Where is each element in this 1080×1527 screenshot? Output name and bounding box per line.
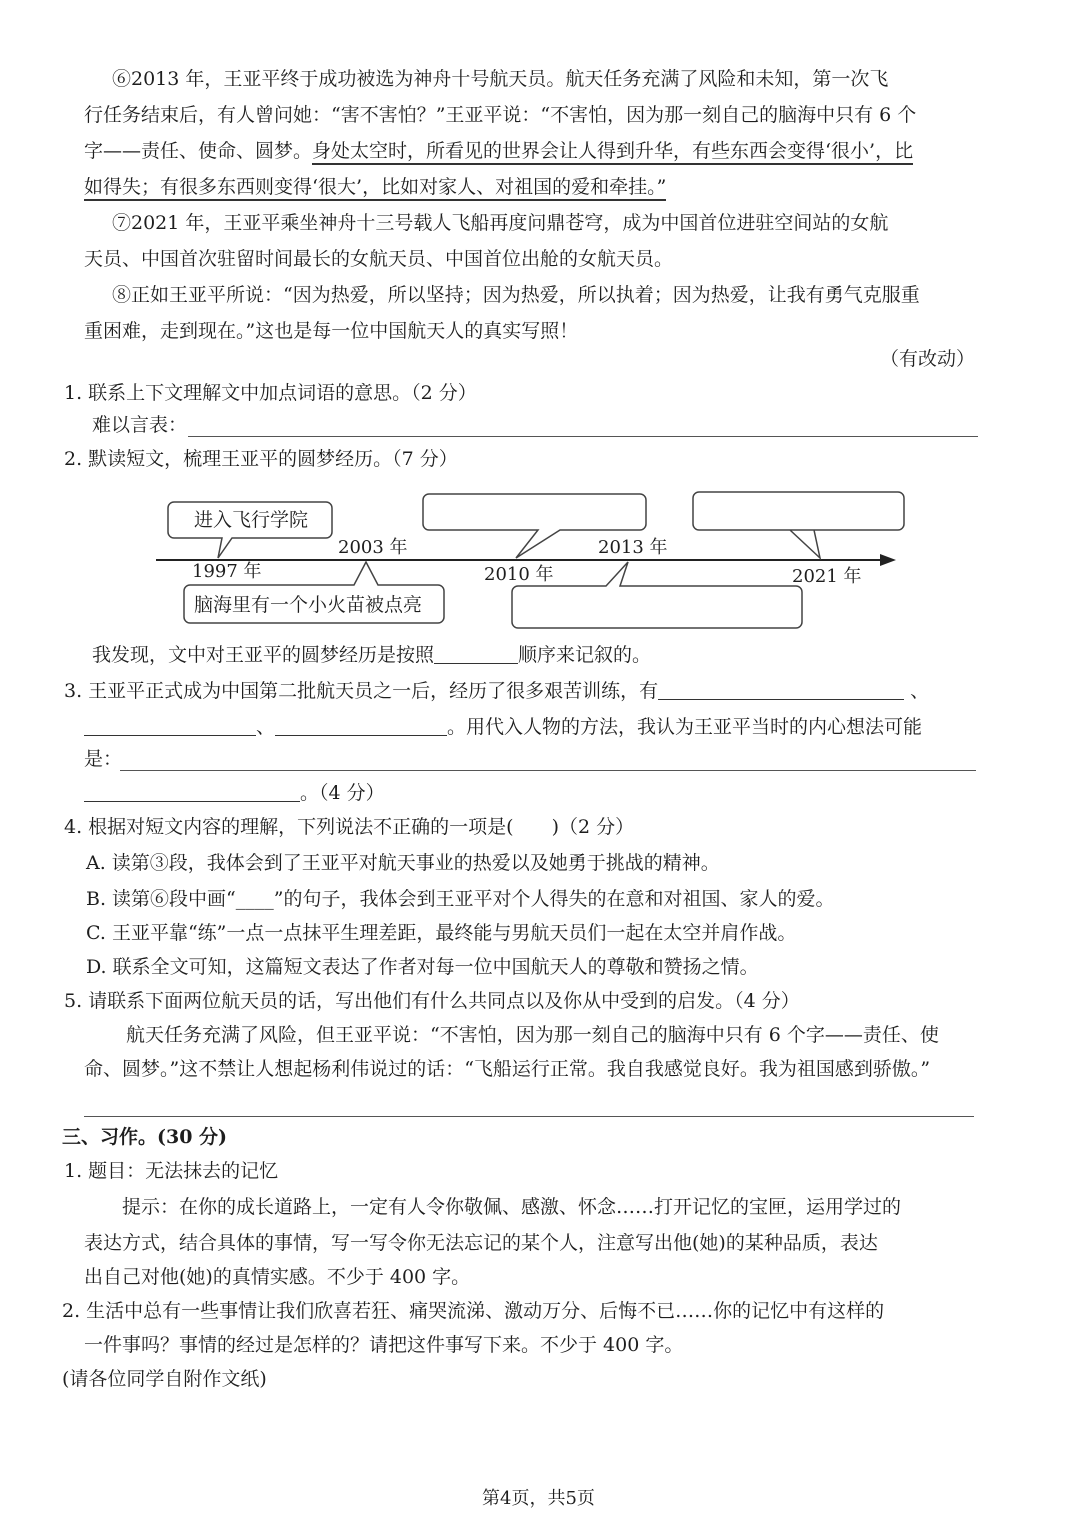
year-2013: 2013 年 <box>598 537 668 558</box>
p6-line-3 <box>84 136 913 166</box>
task1-hint-1: 提示：在你的成长道路上，一定有人令你敬佩、感激、怀念……打开记忆的宝匣，运用学过的 <box>122 1196 902 1218</box>
p7-line-2: 天员、中国首次驻留时间最长的女航天员、中国首位出舱的女航天员。 <box>84 248 674 270</box>
q3-line-4 <box>84 778 385 808</box>
q3-blank-2[interactable] <box>84 717 256 736</box>
q1-answer-line[interactable] <box>188 436 978 437</box>
q3-text-1: 3. 王亚平正式成为中国第二批航天员之一后，经历了很多艰苦训练，有 <box>64 680 659 702</box>
q2-finding <box>92 640 651 670</box>
p8-line-2: 重困难，走到现在。”这也是每一位中国航天人的真实写照！ <box>84 320 579 342</box>
task2-line-2: 一件事吗？事情的经过是怎样的？请把这件事写下来。不少于 400 字。 <box>84 1334 684 1356</box>
year-2021: 2021 年 <box>792 566 862 587</box>
q3-score: 。（4 分） <box>300 782 385 804</box>
timeline-arrow-head <box>880 554 896 566</box>
q3-blank-1[interactable] <box>658 681 904 700</box>
q5-title: 5. 请联系下面两位航天员的话，写出他们有什么共同点以及你从中受到的启发。（4 分） <box>64 990 800 1012</box>
q3-text-2: 。用代入人物的方法，我认为王亚平当时的内心想法可能 <box>447 716 923 738</box>
p6-line-1: ⑥2013 年，王亚平终于成功被选为神舟十号航天员。航天任务充满了风险和未知，第一次飞 <box>112 68 889 90</box>
p6-underlined-sentence-part2: 如得失；有很多东西则变得‘很大’，比如对家人、对祖国的爱和牵挂。” <box>84 176 666 201</box>
q4-title: 4. 根据对短文内容的理解，下列说法不正确的一项是( )（2 分） <box>64 816 635 838</box>
q1-word-label: 难以言表： <box>92 414 188 436</box>
q3-line-1 <box>64 676 929 706</box>
q3-line-2 <box>84 712 922 742</box>
q4-option-a: A. 读第③段，我体会到了王亚平对航天事业的热爱以及她勇于挑战的精神。 <box>86 852 720 874</box>
task1-hint-3: 出自己对他(她)的真情实感。不少于 400 字。 <box>84 1266 471 1288</box>
q5-answer-line[interactable] <box>84 1116 974 1117</box>
q2-finding-post: 顺序来记叙的。 <box>518 644 652 666</box>
year-1997: 1997 年 <box>192 561 262 582</box>
q2-order-blank[interactable] <box>434 645 518 664</box>
q3-answer-line-2[interactable] <box>84 783 300 802</box>
q5-quote-1: 航天任务充满了风险，但王亚平说：“不害怕，因为那一刻自己的脑海中只有 6 个字——责任、使 <box>126 1024 939 1046</box>
page-number: 第4页，共5页 <box>482 1488 595 1509</box>
box-2003-text: 脑海里有一个小火苗被点亮 <box>194 594 423 616</box>
year-2003: 2003 年 <box>338 537 408 558</box>
q2-title: 2. 默读短文，梳理王亚平的圆梦经历。（7 分） <box>64 448 458 470</box>
q3-sep-2: 、 <box>256 716 276 738</box>
task1-title: 1. 题目：无法抹去的记忆 <box>64 1160 279 1182</box>
q3-sep-1: 、 <box>910 680 930 702</box>
box-2021-answer-area[interactable] <box>694 493 902 529</box>
p6-line-3-plain: 字——责任、使命、圆梦。 <box>84 140 313 162</box>
box-1997-text: 进入飞行学院 <box>194 509 309 531</box>
q3-answer-line-1[interactable] <box>120 770 976 771</box>
year-2010: 2010 年 <box>484 564 554 585</box>
q3-blank-3[interactable] <box>275 717 447 736</box>
q4-option-d: D. 联系全文可知，这篇短文表达了作者对每一位中国航天人的尊敬和赞扬之情。 <box>86 956 759 978</box>
p6-line-4 <box>84 172 666 202</box>
p7-line-1: ⑦2021 年，王亚平乘坐神舟十三号载人飞船再度问鼎苍穹，成为中国首位进驻空间站的女航 <box>112 212 889 234</box>
composition-paper-note: (请各位同学自附作文纸) <box>62 1368 267 1390</box>
q4-option-c: C. 王亚平靠“练”一点一点抹平生理差距，最终能与男航天员们一起在太空并肩作战。 <box>86 922 797 944</box>
box-2013-answer-area[interactable] <box>514 587 800 627</box>
q1-title: 1. 联系上下文理解文中加点词语的意思。（2 分） <box>64 382 477 404</box>
q5-quote-2: 命、圆梦。”这不禁让人想起杨利伟说过的话：“飞船运行正常。我自我感觉良好。我为祖国感到骄傲。” <box>84 1058 931 1080</box>
q2-finding-pre: 我发现，文中对王亚平的圆梦经历是按照 <box>92 644 435 666</box>
source-note: （有改动） <box>880 348 976 370</box>
p8-line-1: ⑧正如王亚平所说：“因为热爱，所以坚持；因为热爱，所以执着；因为热爱，让我有勇气克服重 <box>112 284 920 306</box>
section3-title: 三、习作。(30 分) <box>62 1126 228 1148</box>
task2-line-1: 2. 生活中总有一些事情让我们欣喜若狂、痛哭流涕、激动万分、后悔不已……你的记忆中有这样的 <box>62 1300 885 1322</box>
p6-underlined-sentence-part1: 身处太空时，所看见的世界会让人得到升华，有些东西会变得‘很小’，比 <box>312 140 913 165</box>
q3-line-3: 是： <box>84 748 123 770</box>
task1-hint-2: 表达方式，结合具体的事情，写一写令你无法忘记的某个人，注意写出他(她)的某种品质，表达 <box>84 1232 878 1254</box>
p6-line-2: 行任务结束后，有人曾问她：“害不害怕？”王亚平说：“不害怕，因为那一刻自己的脑海中只有 6 个 <box>84 104 917 126</box>
q4-option-b: B. 读第⑥段中画“____”的句子，我体会到王亚平对个人得失的在意和对祖国、家人的爱。 <box>86 888 835 910</box>
box-2010-answer-area[interactable] <box>424 495 644 529</box>
